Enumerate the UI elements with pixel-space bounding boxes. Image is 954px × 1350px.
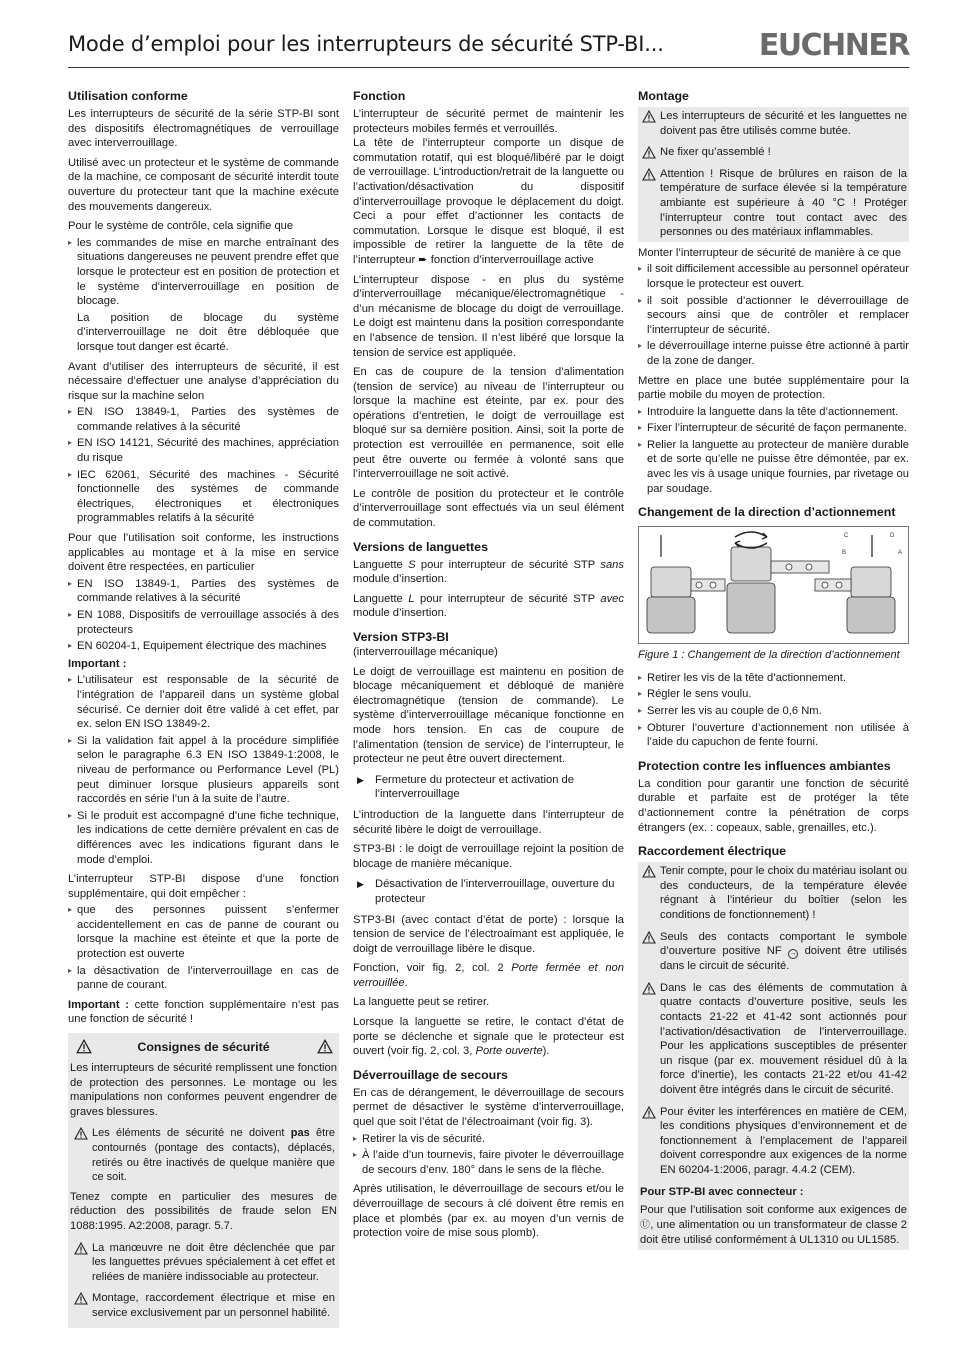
arrow-right-icon: ▶ <box>357 879 364 890</box>
list-item: ▸ EN ISO 14121, Sécurité des machines, appréciation du risque <box>68 436 339 465</box>
list-item: ▸ L’utilisateur est responsable de la sécurité de l’intégration de l’appareil dans un système global sécurisé. Ce dernier doit être validé à cet effet, par ex. selon EN ISO 13849-2. <box>68 673 339 731</box>
heading-raccordement: Raccordement électrique <box>638 844 787 859</box>
heading-versions: Versions de languettes <box>353 539 488 554</box>
connector-heading: Pour STP-BI avec connecteur : <box>640 1186 804 1199</box>
warning-item: Les éléments de sécurité ne doivent pas être contournés (pontage des contacts), déplacés, retirés ou être inactivés de quelque manière que ce soit. <box>70 1124 337 1186</box>
bullet-list <box>638 262 909 368</box>
page-header <box>68 28 909 68</box>
heading-utilisation: Utilisation conforme <box>68 89 188 103</box>
list-item: ▸ EN 60204-1, Equipement électrique des machines <box>68 639 339 654</box>
warning-icon <box>642 146 656 159</box>
paragraph: Les interrupteurs de sécurité de la série STP-BI sont des dispositifs électromagnétiques de verrouillage avec interverrouillage. <box>68 108 339 150</box>
label-a: A <box>898 550 903 557</box>
warning-item: Dans le cas des éléments de commutation à quatre contacts d’ouverture positive, seuls les contacts 21-22 et 41-42 sont actionnés pour l’activation/désactivation de l’interverrouillage. Pour les applications susceptibles de présenter un risque (par ex. mouvement résiduel dû à la force d’inertie), les contacts 21-22 et/ou 41-42 doivent être intégrés dans le circuit de sécurité. <box>638 979 909 1100</box>
heading-montage: Montage <box>638 89 689 103</box>
bullet-list <box>68 903 339 993</box>
heading-stp3: Version STP3-BI <box>353 630 449 644</box>
warning-item: Attention ! Risque de brûlures en raison de la température de surface élevée si la température ambiante est supérieure à 40 °C ! Protéger l’interrupteur contre tout contact avec des personnes ou des matériaux inflammables. <box>638 165 909 242</box>
heading-fonction: Fonction <box>353 89 406 103</box>
paragraph: Monter l’interrupteur de sécurité de manière à ce que <box>638 246 902 259</box>
warning-icon <box>642 168 656 181</box>
list-item: ▸ Relier la languette au protecteur de manière durable et de sorte qu’elle ne puisse être démontée, par ex. avec les vis à usage unique fournies, par rivetage ou par soudage. <box>638 438 909 496</box>
paragraph: Pour le système de contrôle, cela signifie que <box>68 220 294 233</box>
warning-box <box>638 107 909 242</box>
bullet-list <box>353 1132 624 1178</box>
warning-item: Tenir compte, pour le choix du matériau isolant ou des conducteurs, de la température élevée régnant à l’intérieur du boîtier (selon les conditions de fonctionnement) ! <box>638 862 909 924</box>
warning-icon <box>76 1039 92 1054</box>
warning-icon <box>74 1242 88 1255</box>
positive-opening-icon: → <box>789 950 797 958</box>
list-item: ▸ Retirer les vis de la tête d’actionnement. <box>638 671 909 686</box>
paragraph: Le doigt de verrouillage est maintenu en position de blocage mécaniquement et débloqué de manière électromagnétique (tension de commande). Le système d’interverrouillage mécanique fonctionne en mode hors tension. En cas de coupure de l’alimentation (tension de service) de l’interrupteur, le protecteur ne peut être ouvert directement. <box>353 665 624 766</box>
paragraph: Les interrupteurs de sécurité remplissent une fonction de protection des personnes. Le montage ou les manipulations non conformes peuvent engendrer de graves blessures. <box>70 1062 337 1118</box>
list-item: ▸ Régler le sens voulu. <box>638 687 909 702</box>
paragraph: La condition pour garantir une fonction de sécurité durable et parfaite est de protéger la tête d’actionnement contre la pénétration de corps étrangers (ex. : copeaux, sable, grenailles, etc.). <box>638 777 909 834</box>
paragraph: Tenez compte en particulier des mesures de réduction des possibilités de fraude selon EN 1088:1995. A2:2008, paragr. 5.7. <box>70 1190 337 1232</box>
paragraph: La position de blocage du système d’interverrouillage ne doit être débloquée que lorsque tout danger est écarté. <box>77 311 339 353</box>
list-item: ▸ que des personnes puissent s’enfermer accidentellement en cas de panne de courant ou lorsque la machine est éteinte et que la porte de protection est ouverte <box>68 903 339 961</box>
column-1 <box>68 88 339 1328</box>
warning-item: Montage, raccordement électrique et mise en service exclusivement par un personnel habilité. <box>70 1289 337 1322</box>
bullet-list <box>638 405 909 497</box>
warning-icon <box>74 1127 88 1140</box>
paragraph: La languette peut se retirer. <box>353 996 490 1009</box>
page-title: Mode d’emploi pour les interrupteurs de sécurité STP-BI... <box>68 32 664 56</box>
list-item: ▸ Retirer la vis de sécurité. <box>353 1132 624 1147</box>
list-item: ▸ Introduire la languette dans la tête d’actionnement. <box>638 405 909 420</box>
list-item: ▸ les commandes de mise en marche entraînant des situations dangereuses ne peuvent prendre effet que lorsque le protecteur est en position de protection et le système d’interverrouillage en position de blocage. <box>68 236 339 309</box>
figure-actuation-direction <box>638 526 909 644</box>
safety-heading: Consignes de sécurité <box>70 1033 337 1061</box>
paragraph: En cas de dérangement, le déverrouillage de secours permet de désactiver le système d’interverrouillage, quel que soit l’état de l’électroaimant (voir fig. 3). <box>353 1086 624 1129</box>
column-3 <box>638 88 909 1250</box>
bullet-list <box>638 671 909 750</box>
paragraph: La tête de l’interrupteur comporte un disque de commutation rotatif, qui est bloqué/libéré par le doigt de verrouillage. L’introduction/retrait de la languette ou l’activation/désactivation du dispositif d’interverrouillage provoque le déplacement du doigt. Ceci a pour effet d’actionner les contacts de commutation. Lorsque le disque est bloqué, il est impossible de retirer la languette de la tête de l’interrupteur ➨ fonction d’interverrouillage active <box>353 137 624 266</box>
warning-icon <box>642 865 656 878</box>
paragraph: Pour que l’utilisation soit conforme aux exigences de Ⓤ, une alimentation ou un transformateur de classe 2 doit être utilisé conformément à UL1310 ou UL1585. <box>640 1204 908 1247</box>
warning-icon <box>642 931 656 944</box>
warning-icon <box>74 1292 88 1305</box>
paragraph: Lorsque la languette se retire, le contact d’état de porte se déclenche et signale que le protecteur est ouvert (voir fig. 2, col. 3, Porte ouverte). <box>353 1016 624 1058</box>
paragraph: STP3-BI (avec contact d’état de porte) : lorsque la tension de service de l’électroaimant est appliquée, le doigt de verrouillage libère le disque. <box>353 913 624 955</box>
actuation-diagram <box>639 527 908 643</box>
paragraph: Le contrôle de position du protecteur et le contrôle d’interverrouillage sont effectués via un seul élément de commutation. <box>353 487 624 530</box>
paragraph: Languette S pour interrupteur de sécurité STP sans module d’insertion. <box>353 558 624 586</box>
warning-item: Seuls des contacts comportant le symbole d’ouverture positive NF → doivent être utilisés dans le circuit de sécurité. <box>638 928 909 976</box>
list-item: ▸ Si le produit est accompagné d’une fiche technique, les indications de cette dernière prévalent en cas de différences avec les indications figurant dans le mode d’emploi. <box>68 809 339 867</box>
paragraph: Avant d’utiliser des interrupteurs de sécurité, il est nécessaire d’effectuer une analyse d’appréciation du risque sur la machine selon <box>68 360 339 402</box>
paragraph: L’interrupteur dispose - en plus du système d’interverrouillage mécanique/électromagnétique - d’un mécanisme de blocage du doigt de verrouillage. Le doigt est maintenu dans la position correspondante en l’absence de tension. Il n’est libéré que lorsque la tension de service est appliquée. <box>353 273 624 359</box>
paragraph: Mettre en place une butée supplémentaire pour la partie mobile du moyen de protection. <box>638 374 909 402</box>
step-item: ▶ Désactivation de l’interverrouillage, ouverture du protecteur <box>357 878 615 905</box>
bullet-list <box>68 577 339 654</box>
paragraph: L’interrupteur de sécurité permet de maintenir les protecteurs mobiles fermés et verrouillés. <box>353 108 624 135</box>
important-label: Important : <box>68 657 127 670</box>
column-2 <box>353 88 624 1246</box>
list-item: ▸ Fixer l’interrupteur de sécurité de façon permanente. <box>638 421 909 436</box>
paragraph: Utilisé avec un protecteur et le système de commande de la machine, ce composant de sécurité interdit toute ouverture du protecteur tant que la machine exécute des mouvements dangereux. <box>68 156 339 213</box>
paragraph: STP3-BI : le doigt de verrouillage rejoint la position de blocage de manière mécanique. <box>353 843 624 870</box>
warning-item: La manœuvre ne doit être déclenchée que par les languettes prévues spécialement à cet effet et reliées de manière indissociable au protecteur. <box>70 1239 337 1287</box>
list-item: ▸ Serrer les vis au couple de 0,6 Nm. <box>638 704 909 719</box>
heading-secours: Déverrouillage de secours <box>353 1067 508 1082</box>
warning-item: Les interrupteurs de sécurité et les languettes ne doivent pas être utilisés comme butée. <box>638 107 909 140</box>
warning-icon <box>642 110 656 123</box>
step-item: ▶ Fermeture du protecteur et activation de l’interverrouillage <box>357 773 574 801</box>
bullet-list <box>68 236 339 309</box>
bullet-list <box>68 673 339 867</box>
figure-caption: Figure 1 : Changement de la direction d’actionnement <box>638 649 900 662</box>
heading-protection: Protection contre les influences ambiantes <box>638 758 891 773</box>
warning-icon <box>642 1106 656 1119</box>
list-item: ▸ EN ISO 13849-1, Parties des systèmes de commande relatives à la sécurité <box>68 405 339 434</box>
warning-icon <box>642 982 656 995</box>
list-item: ▸ il soit possible d’actionner le déverrouillage de secours ainsi que de contrôler et remplacer l’interrupteur de sécurité. <box>638 294 909 338</box>
list-item: ▸ il soit difficilement accessible au personnel opérateur lorsque le protecteur est ouvert. <box>638 262 909 291</box>
list-item: ▸ Obturer l’ouverture d’actionnement non utilisée à l’aide du capuchon de fente fourni. <box>638 721 909 750</box>
bullet-list <box>68 405 339 526</box>
warning-item: Ne fixer qu’assemblé ! <box>638 143 909 162</box>
list-item: ▸ la désactivation de l’interverrouillage en cas de panne de courant. <box>68 964 339 993</box>
warning-box <box>638 862 909 1250</box>
label-d: D <box>890 533 895 540</box>
list-item: ▸ le déverrouillage interne puisse être actionné à partir de la zone de danger. <box>638 339 909 368</box>
paragraph: Languette L pour interrupteur de sécurité STP avec module d’insertion. <box>353 592 624 620</box>
warning-icon <box>317 1039 333 1054</box>
paragraph: Pour que l’utilisation soit conforme, les instructions applicables au montage et à la mise en service doivent être respectées, en particulier <box>68 532 339 574</box>
label-b: B <box>842 550 847 557</box>
euchner-logo: EUCHNER <box>758 28 909 63</box>
paragraph: Fonction, voir fig. 2, col. 2 Porte fermée et non verrouillée. <box>353 962 624 989</box>
paragraph: L’interrupteur STP-BI dispose d’une fonction supplémentaire, qui doit empêcher : <box>68 873 339 900</box>
heading-changement: Changement de la direction d’actionnement <box>638 505 896 520</box>
label-c: C <box>844 533 849 540</box>
arrow-right-icon: ▶ <box>357 774 364 785</box>
safety-instructions-box <box>68 1033 339 1328</box>
paragraph: Après utilisation, le déverrouillage de secours et/ou le déverrouillage de secours à clé doivent être remis en place et plombés (par ex. au moyen d’un vernis de protection voire de mise sous plomb). <box>353 1183 624 1240</box>
paragraph: En cas de coupure de la tension d’alimentation (tension de service) au niveau de l’interrupteur ou lorsque la machine est éteinte, par ex. pour des opérations d’entretien, le doigt de verrouillage est bloqué sur sa dernière position. Ainsi, soit la porte de protection est verrouillée en permanence, soit elle peut être ouverte ou fermée à volonté sans que l’interverrouillage ne soit activé. <box>353 366 624 481</box>
list-item: ▸ EN ISO 13849-1, Parties des systèmes de commande relatives à la sécurité <box>68 577 339 606</box>
list-item: ▸ IEC 62061, Sécurité des machines - Sécurité fonctionnelle des systèmes de commande électriques, électroniques et électroniques programmables relatifs à la sécurité <box>68 468 339 526</box>
list-item: ▸ Si la validation fait appel à la procédure simplifiée selon le paragraphe 6.3 EN ISO 13849-1:2008, le niveau de performance ou Performance Level (PL) peut diminuer lorsque plusieurs appareils sont raccordés en série l’un à la suite de l’autre. <box>68 734 339 807</box>
ul-mark-icon: Ⓤ <box>640 1219 651 1231</box>
warning-item: Pour éviter les interférences en matière de CEM, les conditions physiques d’environnement et de fonctionnement à l’emplacement de l’appareil doivent correspondre aux exigences de la norme EN 60204-1:2006, paragr. 4.4.2 (CEM). <box>638 1103 909 1180</box>
paragraph: L’introduction de la languette dans l’interrupteur de sécurité libère le doigt de verrouillage. <box>353 808 624 836</box>
subheading: (interverrouillage mécanique) <box>353 646 498 658</box>
list-item: ▸ À l’aide d’un tournevis, faire pivoter le déverrouillage de secours d’env. 180° dans le sens de la flèche. <box>353 1148 624 1177</box>
list-item: ▸ EN 1088, Dispositifs de verrouillage associés à des protecteurs <box>68 608 339 637</box>
important-note: Important : cette fonction supplémentaire n’est pas une fonction de sécurité ! <box>68 998 339 1026</box>
